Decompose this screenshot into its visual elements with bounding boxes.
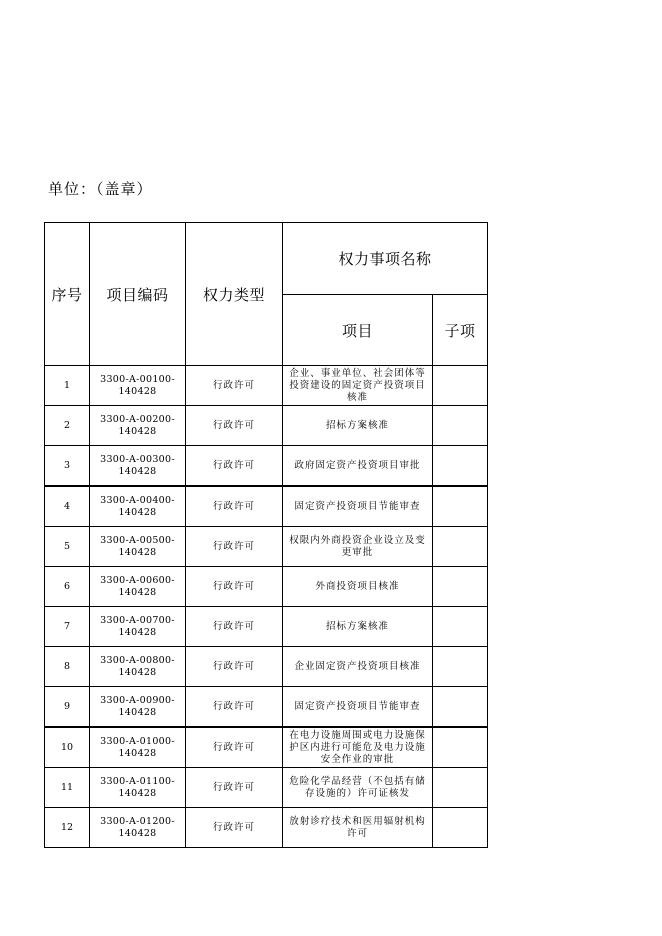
row-code-line2: 140428 bbox=[118, 385, 157, 397]
row-code-line2: 140428 bbox=[118, 666, 157, 678]
row-code-line1: 3300-A-00200- bbox=[100, 413, 175, 425]
row-power-type: 行政许可 bbox=[186, 727, 283, 768]
row-item-name: 危险化学品经营（不包括有储存设施的）许可证核发 bbox=[283, 768, 433, 808]
row-code-line1: 3300-A-01000- bbox=[100, 735, 175, 747]
row-item-name: 放射诊疗技术和医用辐射机构许可 bbox=[283, 808, 433, 848]
row-index: 1 bbox=[45, 366, 90, 406]
row-code-line1: 3300-A-00300- bbox=[100, 453, 175, 465]
row-subitem bbox=[433, 527, 488, 567]
row-power-type: 行政许可 bbox=[186, 527, 283, 567]
row-power-type: 行政许可 bbox=[186, 366, 283, 406]
row-item-name: 企业固定资产投资项目核准 bbox=[283, 647, 433, 687]
row-power-type: 行政许可 bbox=[186, 607, 283, 647]
row-subitem bbox=[433, 567, 488, 607]
row-power-type: 行政许可 bbox=[186, 486, 283, 527]
row-code bbox=[90, 366, 186, 406]
row-code-line1: 3300-A-00100- bbox=[100, 373, 175, 385]
row-code-line1: 3300-A-00800- bbox=[100, 654, 175, 666]
table-row bbox=[45, 446, 488, 487]
row-item-name: 企业、事业单位、社会团体等投资建设的固定资产投资项目核准 bbox=[283, 366, 433, 406]
table-row bbox=[45, 486, 488, 527]
row-index: 4 bbox=[45, 486, 90, 527]
row-code-line2: 140428 bbox=[118, 626, 157, 638]
table-row bbox=[45, 406, 488, 446]
row-subitem bbox=[433, 727, 488, 768]
table-row bbox=[45, 647, 488, 687]
row-code bbox=[90, 406, 186, 446]
row-item-name: 固定资产投资项目节能审查 bbox=[283, 486, 433, 527]
row-item-name: 权限内外商投资企业设立及变更审批 bbox=[283, 527, 433, 567]
row-subitem bbox=[433, 446, 488, 487]
row-index: 11 bbox=[45, 768, 90, 808]
table-row bbox=[45, 687, 488, 728]
row-code-line2: 140428 bbox=[118, 787, 157, 799]
row-index: 10 bbox=[45, 727, 90, 768]
row-subitem bbox=[433, 808, 488, 848]
row-power-type: 行政许可 bbox=[186, 567, 283, 607]
row-power-type: 行政许可 bbox=[186, 406, 283, 446]
table-row bbox=[45, 768, 488, 808]
row-index: 12 bbox=[45, 808, 90, 848]
row-power-type: 行政许可 bbox=[186, 768, 283, 808]
row-code bbox=[90, 647, 186, 687]
row-index: 2 bbox=[45, 406, 90, 446]
header-name-group: 权力事项名称 bbox=[283, 223, 488, 295]
row-item-name: 招标方案核准 bbox=[283, 607, 433, 647]
row-code bbox=[90, 727, 186, 768]
row-subitem bbox=[433, 687, 488, 728]
row-index: 8 bbox=[45, 647, 90, 687]
row-code-line2: 140428 bbox=[118, 546, 157, 558]
row-code-line1: 3300-A-00600- bbox=[100, 574, 175, 586]
row-code bbox=[90, 768, 186, 808]
header-subitem: 子项 bbox=[433, 295, 488, 366]
row-index: 9 bbox=[45, 687, 90, 728]
row-code bbox=[90, 527, 186, 567]
table-row bbox=[45, 727, 488, 768]
row-code-line1: 3300-A-01200- bbox=[100, 815, 175, 827]
table-row bbox=[45, 607, 488, 647]
row-power-type: 行政许可 bbox=[186, 647, 283, 687]
header-item: 项目 bbox=[283, 295, 433, 366]
row-code-line2: 140428 bbox=[118, 586, 157, 598]
row-code bbox=[90, 607, 186, 647]
row-item-name: 固定资产投资项目节能审查 bbox=[283, 687, 433, 728]
row-code-line1: 3300-A-01100- bbox=[100, 775, 175, 787]
header-index: 序号 bbox=[45, 223, 90, 366]
row-code bbox=[90, 486, 186, 527]
unit-stamp-label: 单位：（盖章） bbox=[48, 180, 153, 198]
row-index: 7 bbox=[45, 607, 90, 647]
row-code-line2: 140428 bbox=[118, 706, 157, 718]
row-index: 5 bbox=[45, 527, 90, 567]
row-subitem bbox=[433, 607, 488, 647]
row-subitem bbox=[433, 406, 488, 446]
table-row bbox=[45, 808, 488, 848]
header-type: 权力类型 bbox=[186, 223, 283, 366]
row-code-line2: 140428 bbox=[118, 506, 157, 518]
row-code bbox=[90, 446, 186, 487]
row-power-type: 行政许可 bbox=[186, 687, 283, 728]
row-code-line1: 3300-A-00700- bbox=[100, 614, 175, 626]
table-row bbox=[45, 567, 488, 607]
row-code-line1: 3300-A-00500- bbox=[100, 534, 175, 546]
table-row bbox=[45, 527, 488, 567]
row-power-type: 行政许可 bbox=[186, 446, 283, 487]
table-body bbox=[45, 366, 488, 848]
row-code bbox=[90, 808, 186, 848]
row-subitem bbox=[433, 486, 488, 527]
row-subitem bbox=[433, 647, 488, 687]
row-code-line2: 140428 bbox=[118, 827, 157, 839]
row-code-line2: 140428 bbox=[118, 747, 157, 759]
row-item-name: 在电力设施周围或电力设施保护区内进行可能危及电力设施安全作业的审批 bbox=[283, 727, 433, 768]
row-index: 6 bbox=[45, 567, 90, 607]
power-items-table bbox=[44, 222, 488, 848]
row-code-line2: 140428 bbox=[118, 425, 157, 437]
row-code-line1: 3300-A-00400- bbox=[100, 494, 175, 506]
row-code bbox=[90, 687, 186, 728]
row-subitem bbox=[433, 768, 488, 808]
row-item-name: 招标方案核准 bbox=[283, 406, 433, 446]
row-index: 3 bbox=[45, 446, 90, 487]
table-row bbox=[45, 366, 488, 406]
row-code-line1: 3300-A-00900- bbox=[100, 694, 175, 706]
row-code bbox=[90, 567, 186, 607]
header-row-top bbox=[45, 223, 488, 295]
header-code: 项目编码 bbox=[90, 223, 186, 366]
row-code-line2: 140428 bbox=[118, 465, 157, 477]
row-subitem bbox=[433, 366, 488, 406]
row-item-name: 政府固定资产投资项目审批 bbox=[283, 446, 433, 487]
row-power-type: 行政许可 bbox=[186, 808, 283, 848]
row-item-name: 外商投资项目核准 bbox=[283, 567, 433, 607]
